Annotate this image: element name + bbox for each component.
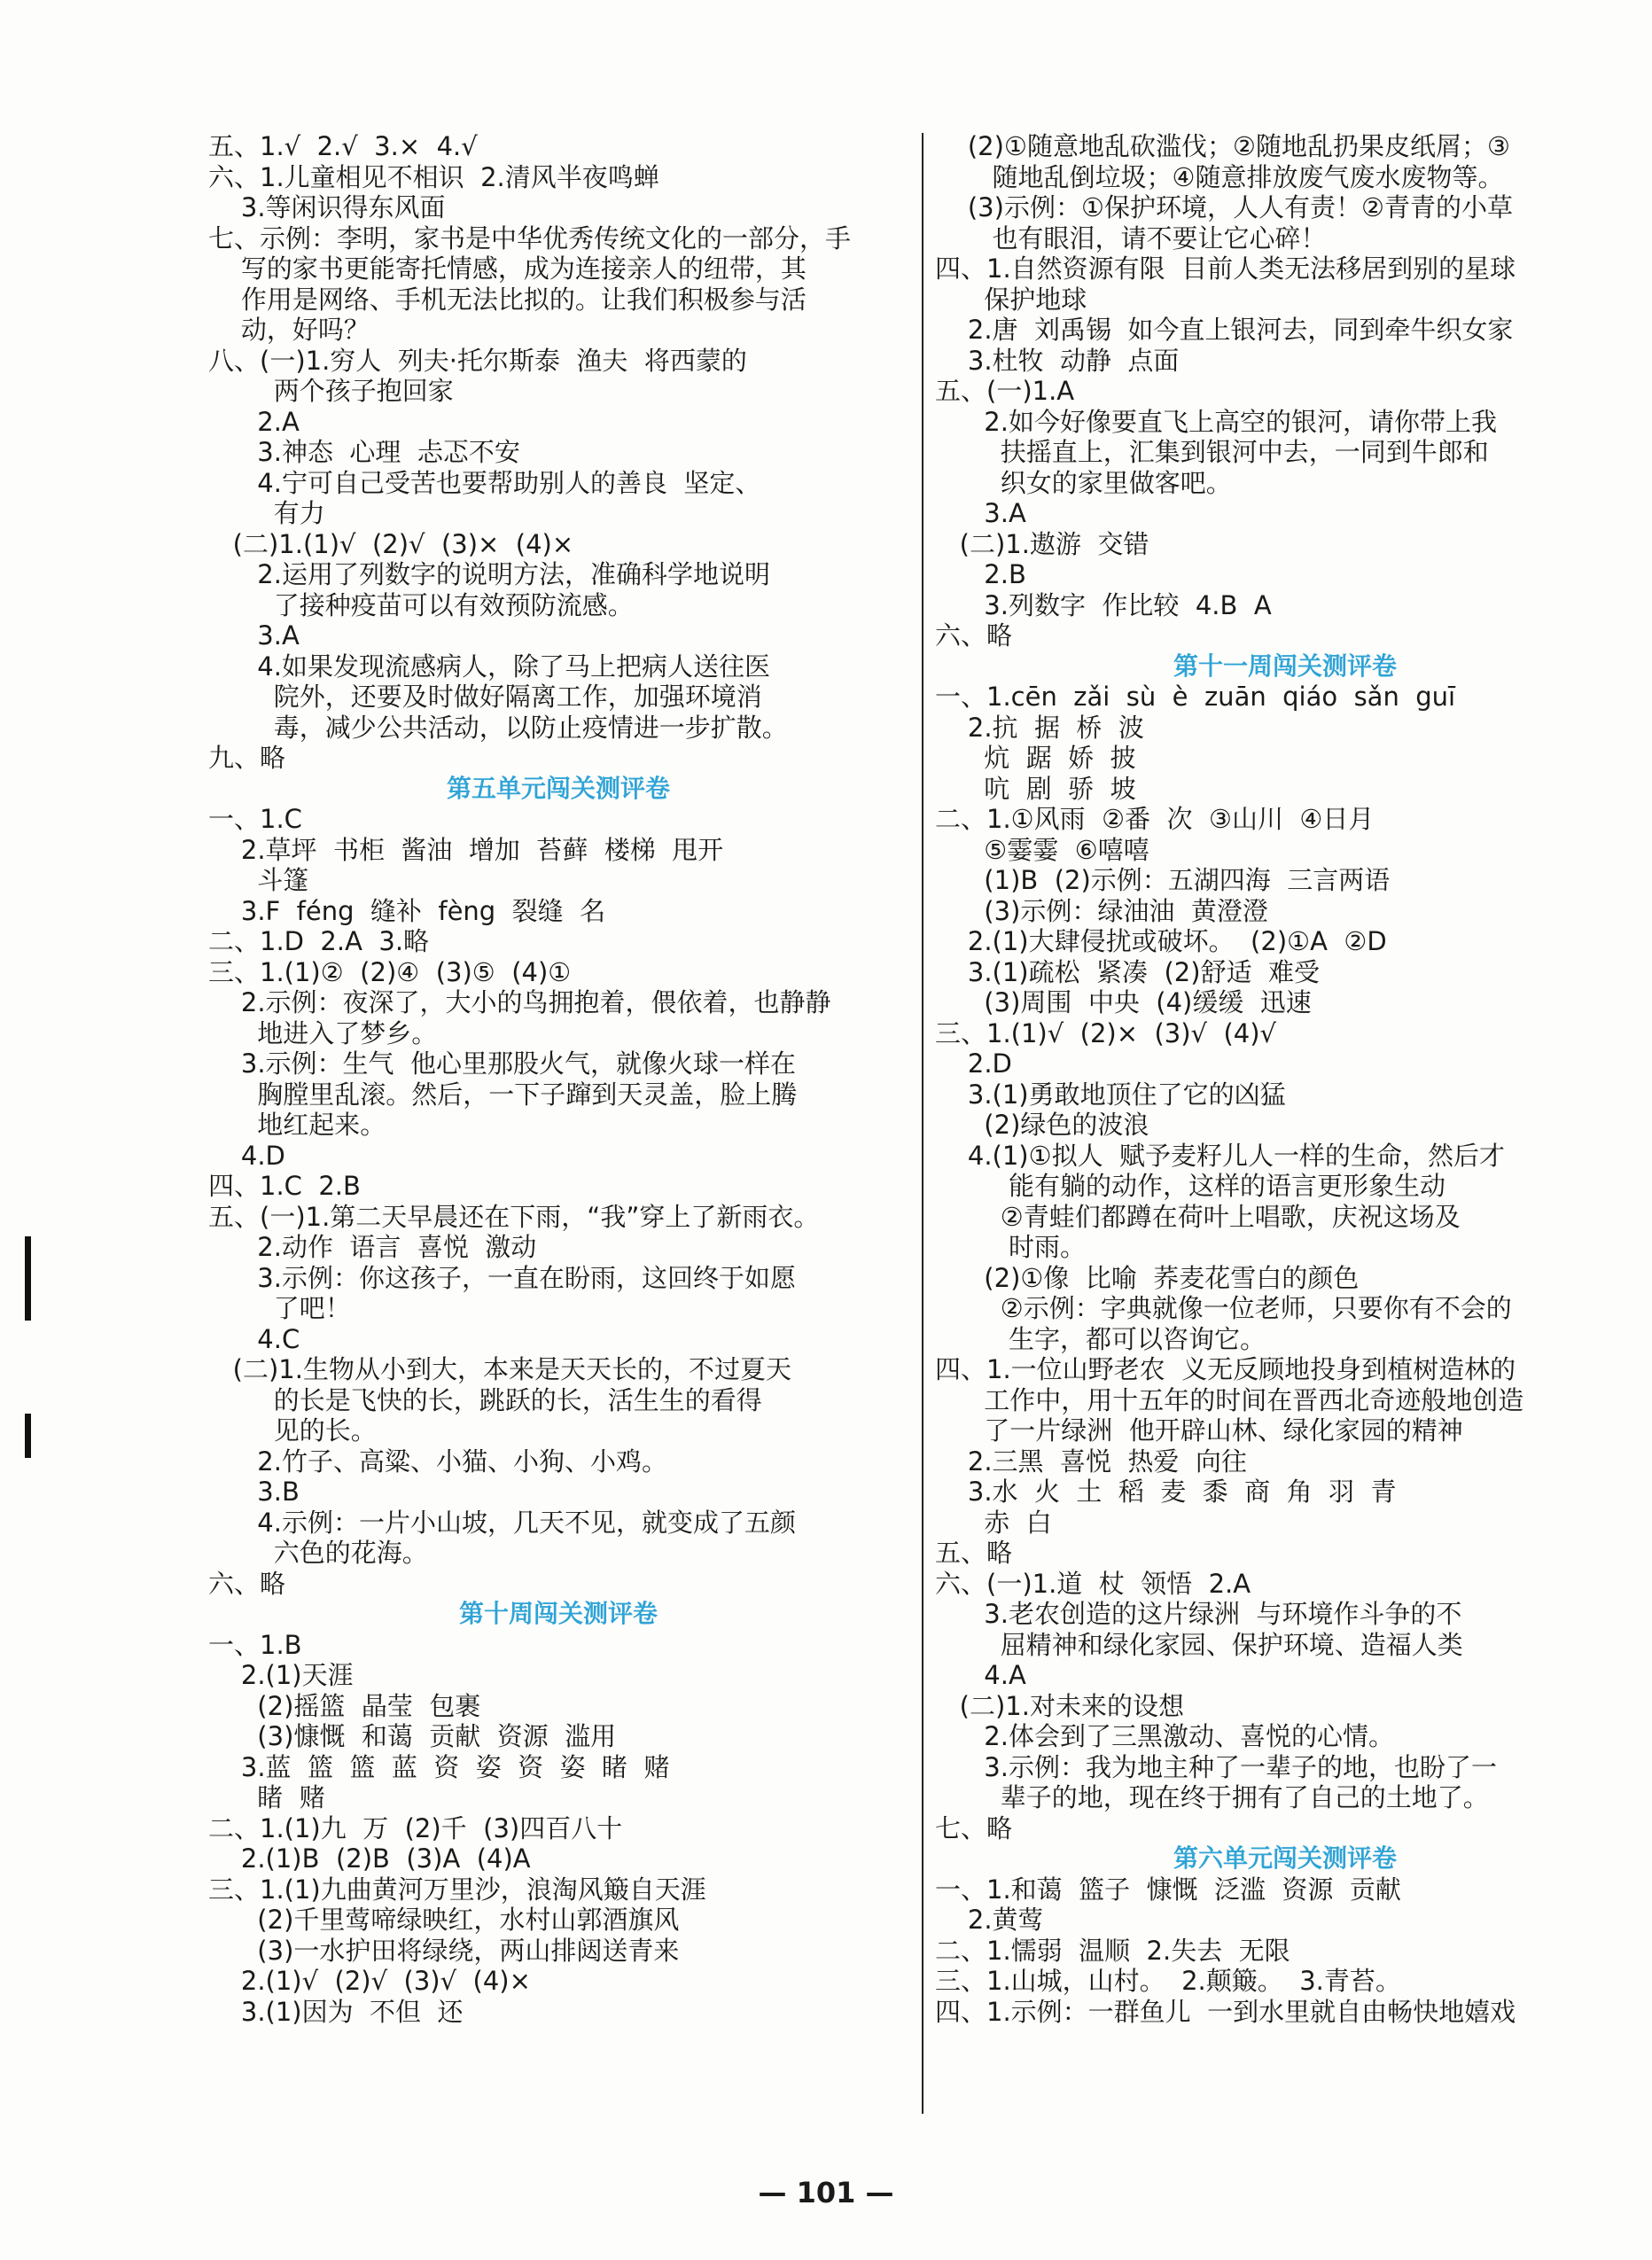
answer-line: ②青蛙们都蹲在荷叶上唱歌，庆祝这场及	[935, 1201, 1461, 1232]
answer-line: ②示例：字典就像一位老师，只要你有不会的	[935, 1293, 1512, 1323]
answer-line: 三、1.山城，山村。 2.颠簸。 3.青苔。	[935, 1966, 1401, 1996]
answer-line: 织女的家里做客吧。	[935, 467, 1232, 498]
answer-line: 2.唐 刘禹锡 如今直上银河去，同到牵牛织女家	[935, 315, 1514, 345]
section-heading: 第十周闯关测评卷	[458, 1599, 658, 1628]
answer-line: 动，好吗？	[208, 315, 370, 345]
answer-line: 3.A	[208, 620, 300, 651]
answer-line: 4.D	[208, 1140, 285, 1171]
answer-line: 3.B	[208, 1477, 300, 1507]
answer-line: (3)慷慨 和蔼 贡献 资源 滥用	[208, 1721, 617, 1751]
answer-line: 四、1.一位山野老农 义无反顾地投身到植树造林的	[935, 1354, 1516, 1384]
answer-line: 2.(1)大肆侵扰或破坏。 (2)①A ②D	[935, 926, 1387, 956]
answer-line: 3.(1)勇敢地顶住了它的凶猛	[935, 1079, 1286, 1110]
answer-line: 六、1.儿童相见不相识 2.清风半夜鸣蝉	[208, 161, 659, 192]
answer-line: 二、1.(1)九 万 (2)千 (3)四百八十	[208, 1812, 623, 1843]
answer-line: 五、略	[935, 1538, 1013, 1568]
answer-line: 随地乱倒垃圾；④随意排放废气废水废物等。	[935, 161, 1504, 192]
answer-line: 2.动作 语言 喜悦 激动	[208, 1232, 537, 1262]
section-heading: 第十一周闯关测评卷	[1173, 651, 1397, 681]
answer-line: 2.三黑 喜悦 热爱 向往	[935, 1446, 1247, 1477]
answer-line: 3.A	[935, 498, 1026, 528]
answer-line: (3)示例：①保护环境，人人有责！②青青的小草	[935, 192, 1513, 222]
answer-line: 3.神态 心理 忐忑不安	[208, 437, 520, 467]
answer-line: (1)B (2)示例：五湖四海 三言两语	[935, 865, 1391, 895]
answer-line: 2.A	[208, 406, 300, 437]
answer-line: 2.黄莺	[935, 1905, 1044, 1935]
answer-line: 地进入了梦乡。	[208, 1017, 438, 1048]
answer-line: 五、1.√ 2.√ 3.× 4.√	[208, 131, 478, 161]
answer-line: 一、1.C	[208, 804, 302, 834]
right-column	[935, 131, 1635, 2027]
answer-line: (3)周围 中央 (4)缓缓 迅速	[935, 987, 1312, 1017]
answer-line: 2.草坪 书柜 酱油 增加 苔藓 楼梯 甩开	[208, 834, 724, 865]
answer-line: 二、1.①风雨 ②番 次 ③山川 ④日月	[935, 804, 1375, 834]
answer-line: 时雨。	[935, 1232, 1086, 1262]
answer-line: 3.F féng 缝补 fèng 裂缝 名	[208, 895, 606, 926]
answer-line: 能有躺的动作，这样的语言更形象生动	[935, 1171, 1446, 1201]
answer-line: 屈精神和绿化家园、保护环境、造福人类	[935, 1629, 1463, 1660]
answer-line: (二)1.对未来的设想	[935, 1690, 1184, 1721]
answer-line: 五、(一)1.第二天早晨还在下雨，“我”穿上了新雨衣。	[208, 1201, 820, 1232]
answer-line: (3)示例：绿油油 黄澄澄	[935, 895, 1268, 926]
section-heading: 第五单元闯关测评卷	[446, 773, 670, 803]
answer-line: 也有眼泪，请不要让它心碎！	[935, 222, 1327, 253]
answer-line: 3.水 火 土 稻 麦 黍 商 角 羽 青	[935, 1477, 1397, 1507]
answer-line: 3.等闲识得东风面	[208, 192, 446, 222]
answer-line: 三、1.(1)九曲黄河万里沙，浪淘风簸自天涯	[208, 1874, 706, 1905]
answer-line: 斗篷	[208, 865, 309, 895]
answer-line: 写的家书更能寄托情感，成为连接亲人的纽带，其	[208, 253, 807, 284]
answer-line: 胸膛里乱滚。然后，一下子蹿到天灵盖，脸上腾	[208, 1079, 798, 1110]
answer-line: 九、略	[208, 743, 286, 773]
answer-line: (二)1.遨游 交错	[935, 528, 1149, 559]
answer-line: 4.示例：一片小山坡，几天不见，就变成了五颜	[208, 1507, 796, 1538]
answer-line: 3.示例：我为地主种了一辈子的地，也盼了一	[935, 1751, 1497, 1782]
answer-line: 一、1.B	[208, 1629, 302, 1660]
answer-line: (2)①随意地乱砍滥伐；②随地乱扔果皮纸屑；③	[935, 131, 1510, 161]
answer-line: 八、(一)1.穷人 列夫·托尔斯泰 渔夫 将西蒙的	[208, 345, 747, 376]
scan-mark-top	[25, 1236, 31, 1321]
answer-line: 三、1.(1)② (2)④ (3)⑤ (4)①	[208, 956, 572, 987]
answer-line: 毒，减少公共活动，以防止疫情进一步扩散。	[208, 712, 788, 743]
answer-line: ⑤霎霎 ⑥嘻嘻	[935, 834, 1149, 865]
answer-line: 一、1.cēn zǎi sù è zuān qiáo sǎn guī	[935, 682, 1456, 712]
answer-line: 睹 赌	[208, 1782, 325, 1812]
answer-line: 2.如今好像要直飞上高空的银河，请你带上我	[935, 406, 1497, 437]
answer-line: 2.(1)天涯	[208, 1660, 354, 1690]
answer-line: 3.杜牧 动静 点面	[935, 345, 1180, 376]
answer-line: 六色的花海。	[208, 1538, 428, 1568]
answer-line: 2.(1)√ (2)√ (3)√ (4)×	[208, 1966, 531, 1996]
answer-line: 吭 剧 骄 坡	[935, 773, 1136, 804]
answer-line: 六、(一)1.道 杖 领悟 2.A	[935, 1568, 1251, 1599]
section-heading: 第六单元闯关测评卷	[1173, 1843, 1397, 1873]
answer-line: 2.竹子、高粱、小猫、小狗、小鸡。	[208, 1446, 667, 1477]
answer-line: (2)摇篮 晶莹 包裹	[208, 1690, 481, 1721]
answer-line: 4.宁可自己受苦也要帮助别人的善良 坚定、	[208, 467, 761, 498]
answer-line: 两个孩子抱回家	[208, 376, 454, 406]
answer-line: 3.蓝 篮 篮 蓝 资 姿 资 姿 睹 赌	[208, 1751, 670, 1782]
answer-line: 赤 白	[935, 1507, 1052, 1538]
answer-line: 3.老农创造的这片绿洲 与环境作斗争的不	[935, 1599, 1462, 1629]
answer-line: 2.(1)B (2)B (3)A (4)A	[208, 1843, 531, 1874]
answer-line: 2.抗 据 桥 波	[935, 712, 1144, 743]
answer-line: 3.(1)疏松 紧凑 (2)舒适 难受	[935, 956, 1321, 987]
answer-line: 五、(一)1.A	[935, 376, 1075, 406]
answer-line: 二、1.懦弱 温顺 2.失去 无限	[935, 1935, 1290, 1966]
answer-line: 保护地球	[935, 284, 1087, 315]
answer-line: 了接种疫苗可以有效预防流感。	[208, 589, 634, 620]
page-number: — 101 —	[758, 2176, 894, 2209]
answer-line: 的长是飞快的长，跳跃的长，活生生的看得	[208, 1384, 762, 1415]
answer-line: 3.列数字 作比较 4.B A	[935, 589, 1272, 620]
answer-line: (2)千里莺啼绿映红，水村山郭酒旗风	[208, 1905, 680, 1935]
answer-line: 地红起来。	[208, 1110, 386, 1140]
answer-line: 4.C	[208, 1323, 300, 1354]
answer-line: 3.示例：生气 他心里那股火气，就像火球一样在	[208, 1048, 796, 1079]
answer-line: 2.B	[935, 559, 1026, 589]
scan-mark-bottom	[25, 1414, 31, 1458]
answer-line: 一、1.和蔼 篮子 慷慨 泛滥 资源 贡献	[935, 1874, 1401, 1905]
answer-line: 院外，还要及时做好隔离工作，加强环境消	[208, 682, 762, 712]
answer-line: 2.示例：夜深了，大小的鸟拥抱着，偎依着，也静静	[208, 987, 831, 1017]
answer-line: 有力	[208, 498, 325, 528]
answer-line: 六、略	[208, 1568, 286, 1599]
answer-line: 4.A	[935, 1660, 1026, 1690]
answer-line: 工作中，用十五年的时间在晋西北奇迹般地创造	[935, 1384, 1524, 1415]
answer-line: 七、略	[935, 1812, 1013, 1843]
answer-line: (二)1.生物从小到大，本来是天天长的，不过夏天	[208, 1354, 791, 1384]
answer-line: 了吧！	[208, 1293, 351, 1323]
answer-line: 七、示例：李明，家书是中华优秀传统文化的一部分，手	[208, 222, 852, 253]
answer-line: 四、1.示例：一群鱼儿 一到水里就自由畅快地嬉戏	[935, 1996, 1516, 2027]
answer-line: (二)1.(1)√ (2)√ (3)× (4)×	[208, 528, 574, 559]
answer-line: 2.D	[935, 1048, 1012, 1079]
answer-line: 4.如果发现流感病人，除了马上把病人送往医	[208, 651, 770, 682]
answer-line: 3.示例：你这孩子，一直在盼雨，这回终于如愿	[208, 1262, 796, 1293]
answer-line: 4.(1)①拟人 赋予麦籽儿人一样的生命，然后才	[935, 1140, 1506, 1171]
left-column	[208, 131, 908, 2027]
answer-line: 见的长。	[208, 1415, 377, 1446]
answer-line: 四、1.C 2.B	[208, 1171, 361, 1201]
answer-line: 六、略	[935, 620, 1013, 651]
answer-line: 生字，都可以咨询它。	[935, 1323, 1266, 1354]
answer-line: 四、1.自然资源有限 目前人类无法移居到别的星球	[935, 253, 1516, 284]
column-divider	[922, 133, 923, 2114]
answer-line: 2.体会到了三黑激动、喜悦的心情。	[935, 1721, 1394, 1751]
answer-line: 3.(1)因为 不但 还	[208, 1996, 464, 2027]
answer-line: 三、1.(1)√ (2)× (3)√ (4)√	[935, 1017, 1277, 1048]
answer-line: 扶摇直上，汇集到银河中去，一同到牛郎和	[935, 437, 1489, 467]
answer-line: 了一片绿洲 他开辟山林、绿化家园的精神	[935, 1415, 1463, 1446]
answer-line: (2)①像 比喻 荞麦花雪白的颜色	[935, 1262, 1360, 1293]
answer-line: 2.运用了列数字的说明方法，准确科学地说明	[208, 559, 770, 589]
answer-line: 作用是网络、手机无法比拟的。让我们积极参与活	[208, 284, 807, 315]
answer-line: 辈子的地，现在终于拥有了自己的土地了。	[935, 1782, 1489, 1812]
answer-line: (2)绿色的波浪	[935, 1110, 1149, 1140]
answer-line: (3)一水护田将绿绕，两山排闼送青来	[208, 1935, 680, 1966]
answer-line: 二、1.D 2.A 3.略	[208, 926, 430, 956]
answer-line: 炕 踞 娇 披	[935, 743, 1136, 773]
